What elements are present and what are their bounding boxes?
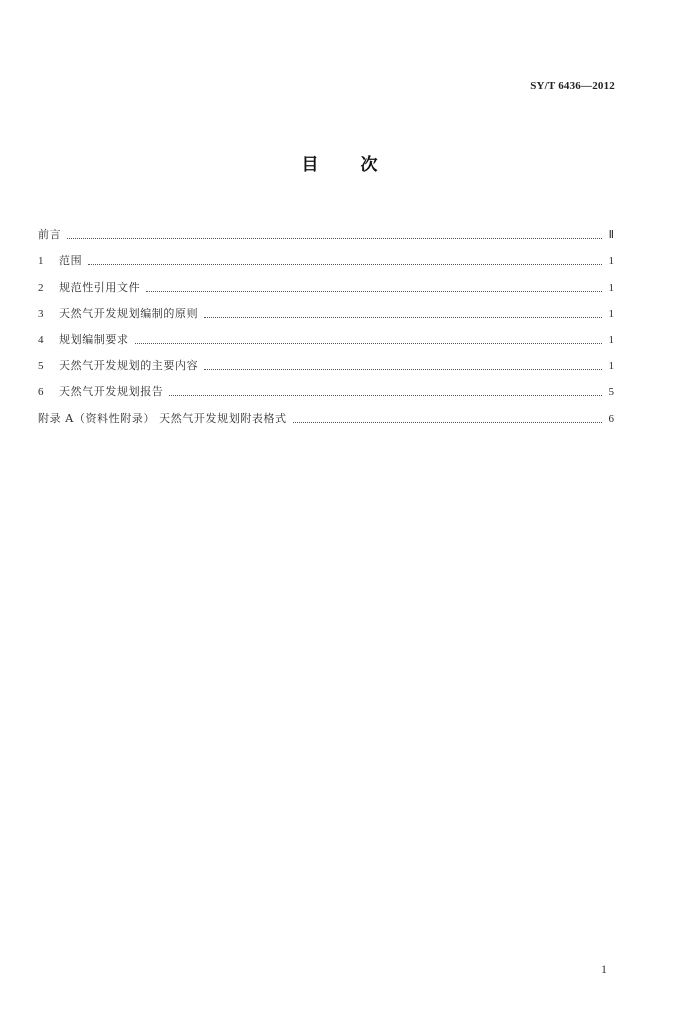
dot-leader bbox=[146, 290, 602, 292]
toc-entry-principles[interactable] bbox=[38, 295, 614, 321]
toc-entry-number: 4 bbox=[38, 333, 44, 346]
toc-entry-foreword[interactable] bbox=[38, 216, 614, 242]
toc-page-number: 1 bbox=[608, 255, 614, 268]
dot-leader bbox=[293, 421, 602, 423]
toc-page-number: Ⅱ bbox=[608, 229, 614, 242]
toc-page-number: 1 bbox=[608, 360, 614, 373]
toc-entry-number: 5 bbox=[38, 360, 44, 373]
toc-entry-number: 6 bbox=[38, 386, 44, 399]
dot-leader bbox=[67, 237, 602, 239]
standard-code: SY/T 6436—2012 bbox=[530, 80, 615, 92]
toc-page-number: 5 bbox=[608, 386, 614, 399]
dot-leader bbox=[135, 342, 602, 344]
toc-entry-text: 前言 bbox=[38, 228, 62, 242]
page-number: 1 bbox=[601, 962, 607, 976]
toc-entry-text: 天然气开发规划的主要内容 bbox=[59, 359, 199, 373]
toc-entry-number: 1 bbox=[38, 255, 44, 268]
toc-page-number: 1 bbox=[608, 333, 614, 346]
table-of-contents bbox=[38, 216, 614, 426]
toc-entry-main-content[interactable] bbox=[38, 347, 614, 373]
toc-title-char-2: 次 bbox=[360, 155, 378, 175]
toc-entry-text: 规划编制要求 bbox=[59, 332, 129, 346]
toc-title bbox=[0, 150, 679, 175]
toc-entry-normative-references[interactable] bbox=[38, 268, 614, 294]
toc-page-number: 1 bbox=[608, 281, 614, 294]
toc-entry-number: 3 bbox=[38, 307, 44, 320]
toc-entry-scope[interactable] bbox=[38, 242, 614, 268]
toc-entry-text: 规范性引用文件 bbox=[59, 280, 141, 294]
toc-entry-text: 附录 A（资料性附录） 天然气开发规划附表格式 bbox=[38, 411, 287, 425]
toc-entry-appendix-a[interactable] bbox=[38, 399, 614, 425]
toc-page-number: 1 bbox=[608, 307, 614, 320]
toc-entry-report[interactable] bbox=[38, 373, 614, 399]
dot-leader bbox=[204, 368, 602, 370]
dot-leader bbox=[88, 263, 602, 265]
toc-entry-number: 2 bbox=[38, 281, 44, 294]
toc-entry-requirements[interactable] bbox=[38, 321, 614, 347]
toc-page-number: 6 bbox=[608, 412, 614, 425]
dot-leader bbox=[204, 316, 602, 318]
toc-title-char-1: 目 bbox=[301, 155, 319, 175]
toc-entry-text: 天然气开发规划报告 bbox=[59, 385, 164, 399]
toc-entry-text: 天然气开发规划编制的原则 bbox=[59, 306, 199, 320]
toc-entry-text: 范围 bbox=[59, 254, 83, 268]
dot-leader bbox=[169, 394, 602, 396]
